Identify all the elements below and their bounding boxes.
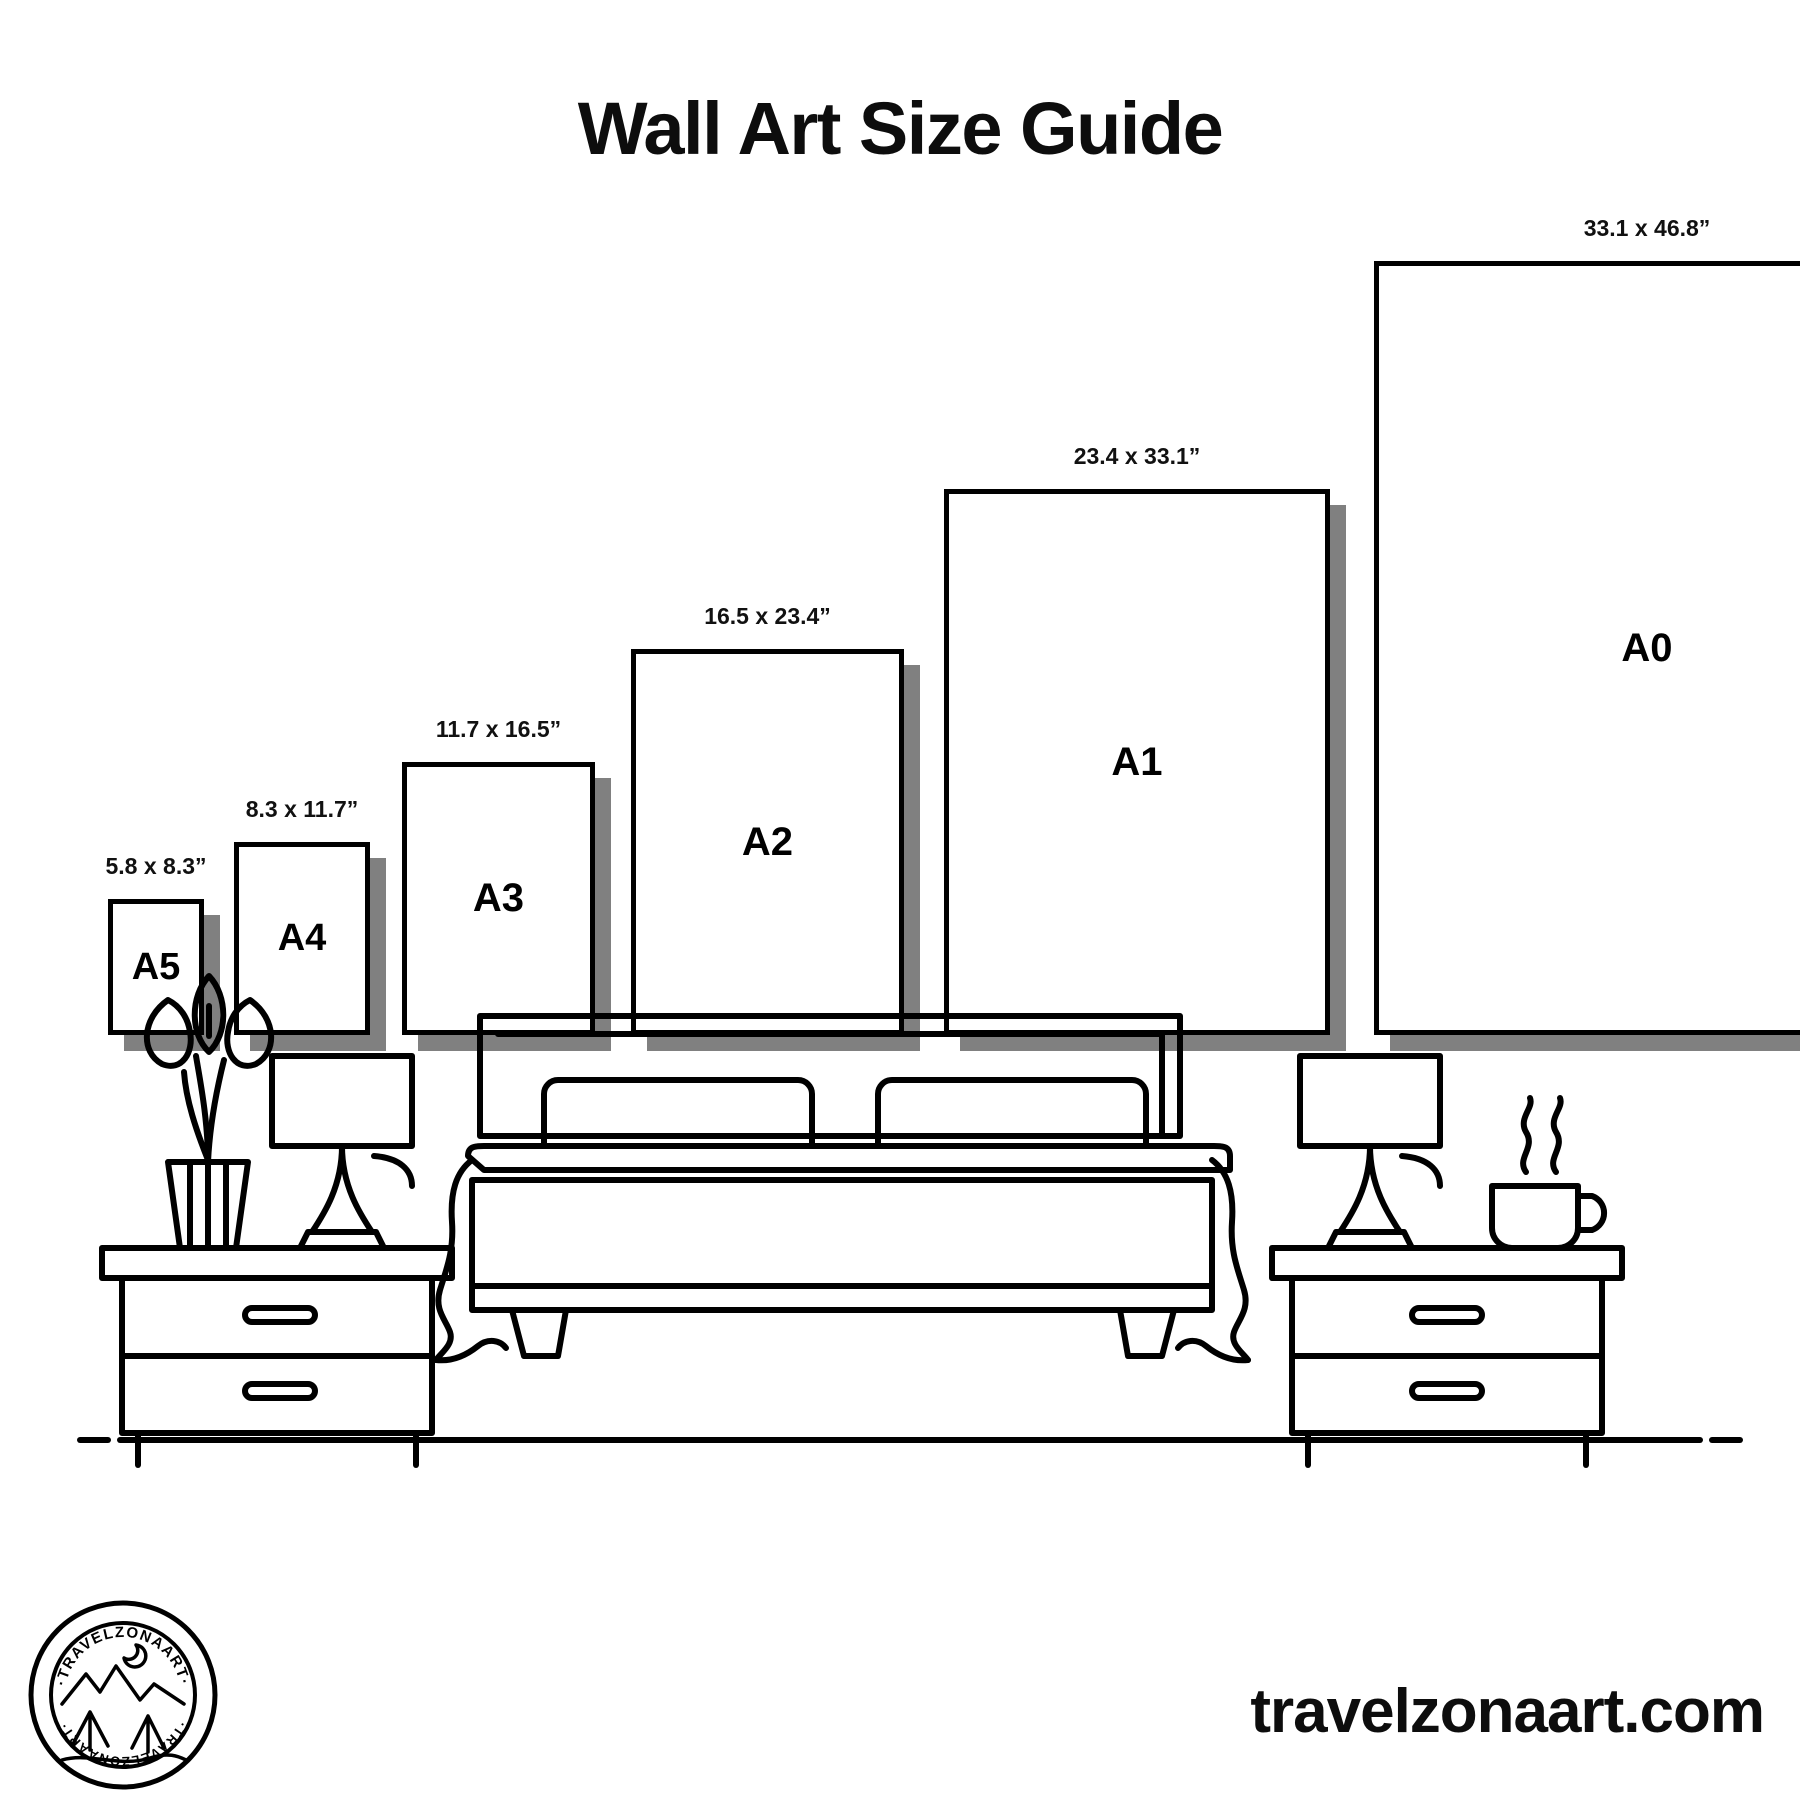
frame-dimension-label: 23.4 x 33.1” [1073, 443, 1201, 469]
nightstand-left [102, 1248, 452, 1465]
frame-preview-a1 [944, 429, 1346, 1035]
frame-dimension-label: 16.5 x 23.4” [704, 603, 831, 629]
frame-box[interactable] [1374, 261, 1800, 1035]
logo-text-bottom: ·TRAVELZONAART· [55, 1719, 191, 1770]
table-lamp-right [1300, 1056, 1440, 1248]
logo-text-top: ·TRAVELZONAART· [52, 1623, 194, 1688]
frame-size-name: A3 [472, 876, 525, 920]
frame-dimension-label: 33.1 x 46.8” [1583, 215, 1711, 241]
bed [436, 1016, 1248, 1360]
frame-box[interactable] [944, 489, 1330, 1035]
frame-dimension-label: 11.7 x 16.5” [435, 716, 562, 742]
frame-size-name: A5 [131, 945, 181, 988]
frame-size-name: A4 [277, 917, 327, 959]
brand-logo [28, 1600, 218, 1790]
frame-preview-a0 [1374, 201, 1800, 1035]
plant-vase [147, 976, 271, 1248]
frame-size-name: A0 [1621, 625, 1673, 670]
site-url[interactable]: travelzonaart.com [1250, 1677, 1764, 1746]
frame-dimension-label: 5.8 x 8.3” [105, 853, 207, 879]
table-lamp-left [272, 1056, 412, 1248]
coffee-cup [1492, 1098, 1604, 1248]
frame-dimension-label: 8.3 x 11.7” [245, 796, 359, 822]
svg-text:·TRAVELZONAART· [56, 1719, 190, 1769]
nightstand-right [1272, 1248, 1622, 1465]
page-title: Wall Art Size Guide [577, 87, 1223, 170]
bedroom-scene-illustration [60, 960, 1760, 1490]
frame-size-name: A1 [1111, 739, 1163, 784]
frame-size-name: A2 [741, 819, 794, 864]
